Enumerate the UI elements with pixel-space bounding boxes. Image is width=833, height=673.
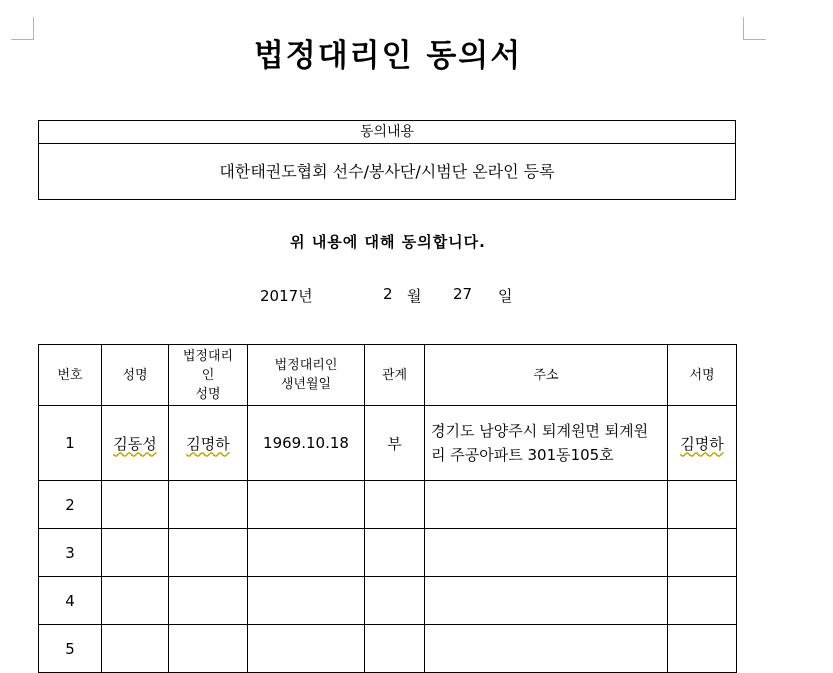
cell-name[interactable]: [102, 577, 169, 625]
table-row: [39, 529, 737, 577]
header-guardian-name-line1: 법정대리: [182, 348, 234, 364]
cell-signature[interactable]: [668, 529, 737, 577]
date-day-unit: 일: [498, 287, 513, 305]
cell-name-text: 김동성: [113, 434, 157, 453]
header-relation: 관계: [365, 345, 425, 406]
consent-header: 동의내용: [39, 121, 735, 144]
table-row: [39, 406, 737, 481]
cell-signature-text: 김명하: [680, 434, 724, 453]
cell-signature[interactable]: [668, 406, 737, 481]
table-header-row: [39, 345, 737, 406]
date-month: 2: [383, 285, 393, 303]
header-guardian-name: [169, 345, 248, 406]
cell-guardian-birth[interactable]: 1969.10.18: [248, 406, 365, 481]
cell-relation[interactable]: [365, 577, 425, 625]
cell-number[interactable]: 2: [39, 481, 102, 529]
cell-guardian-birth[interactable]: [248, 481, 365, 529]
cell-guardian-name[interactable]: [169, 406, 248, 481]
cell-relation[interactable]: [365, 625, 425, 673]
cell-name[interactable]: [102, 625, 169, 673]
consent-box: [38, 120, 736, 200]
cell-signature[interactable]: [668, 577, 737, 625]
header-address: 주소: [425, 345, 668, 406]
cell-signature[interactable]: [668, 481, 737, 529]
cell-name[interactable]: [102, 406, 169, 481]
table-row: [39, 481, 737, 529]
table-row: [39, 625, 737, 673]
guardian-signature-table: [38, 344, 737, 673]
consent-body: 대한태권도협회 선수/봉사단/시범단 온라인 등록: [219, 162, 555, 181]
cell-address[interactable]: [425, 481, 668, 529]
cell-guardian-name[interactable]: [169, 481, 248, 529]
cell-name[interactable]: [102, 481, 169, 529]
cell-relation[interactable]: [365, 529, 425, 577]
cell-relation[interactable]: 부: [365, 406, 425, 481]
date-month-unit: 월: [407, 287, 422, 305]
date-year: 2017년: [260, 287, 313, 305]
cell-address[interactable]: [425, 577, 668, 625]
cell-number[interactable]: 4: [39, 577, 102, 625]
cell-number[interactable]: 3: [39, 529, 102, 577]
cell-number[interactable]: 5: [39, 625, 102, 673]
cell-guardian-name-text: 김명하: [186, 434, 230, 453]
date-day: 27: [453, 285, 473, 303]
cell-signature[interactable]: [668, 625, 737, 673]
header-name: 성명: [102, 345, 169, 406]
header-guardian-birth: [248, 345, 365, 406]
document-title: 법정대리인 동의서: [253, 38, 523, 74]
cell-guardian-name[interactable]: [169, 577, 248, 625]
header-guardian-name-line2: 인: [201, 367, 215, 383]
header-guardian-birth-line2: 생년월일: [280, 377, 332, 392]
cell-number[interactable]: 1: [39, 406, 102, 481]
agreement-statement: 위 내용에 대해 동의합니다.: [290, 233, 486, 251]
cell-address[interactable]: [425, 529, 668, 577]
cell-guardian-birth[interactable]: [248, 625, 365, 673]
header-guardian-name-line3: 성명: [195, 386, 221, 402]
cell-guardian-birth[interactable]: [248, 577, 365, 625]
cell-guardian-name[interactable]: [169, 625, 248, 673]
header-number: 번호: [39, 345, 102, 406]
table-row: [39, 577, 737, 625]
header-guardian-birth-line1: 법정대리인: [274, 358, 338, 373]
cell-address[interactable]: [425, 625, 668, 673]
cell-guardian-name[interactable]: [169, 529, 248, 577]
header-signature: 서명: [668, 345, 737, 406]
cell-relation[interactable]: [365, 481, 425, 529]
cell-address[interactable]: 경기도 남양주시 퇴계원면 퇴계원리 주공아파트 301동105호: [425, 406, 668, 481]
cell-guardian-birth[interactable]: [248, 529, 365, 577]
cell-name[interactable]: [102, 529, 169, 577]
